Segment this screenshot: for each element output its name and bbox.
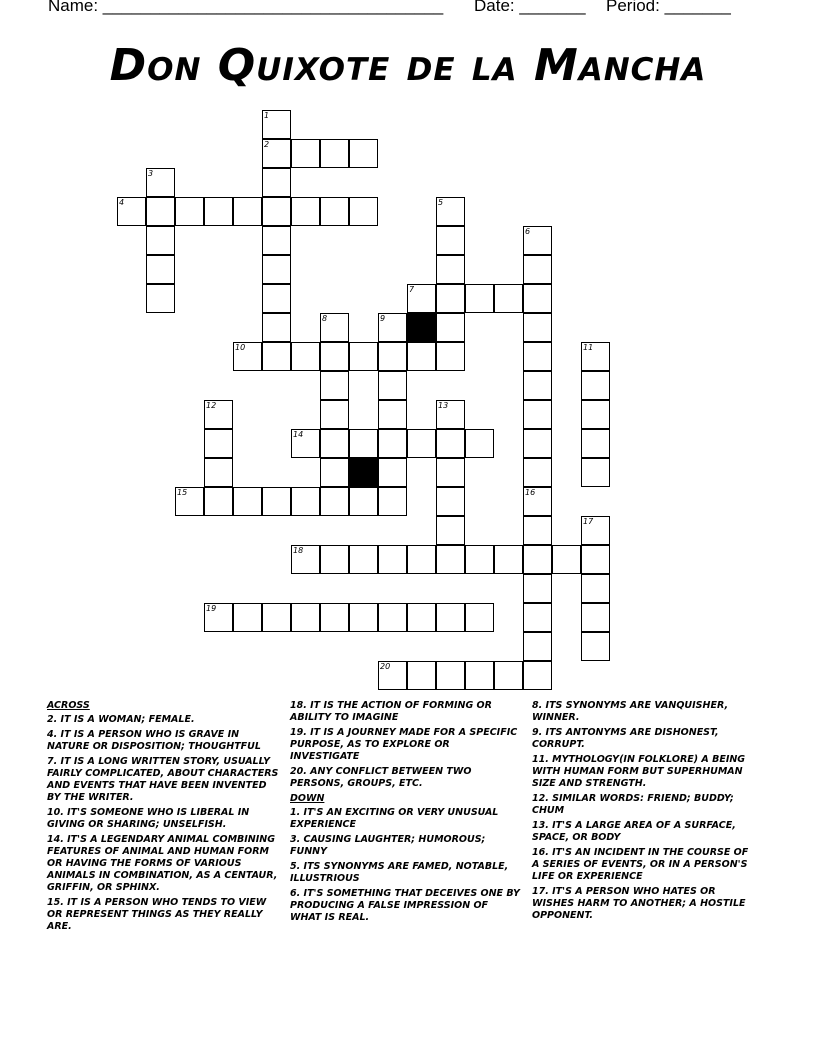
clue-item xyxy=(532,700,754,724)
clue-text: IT'S A LEGENDARY ANIMAL COMBINING FEATURES OF ANIMAL AND HUMAN FORM OR HAVING THE FORMS OF VARIOUS ANIMALS IN COMBINATION, AS A CENTAUR, GRIFFIN, OR SPHINX. xyxy=(47,834,278,893)
grid-cell[interactable] xyxy=(436,255,465,284)
clue-item xyxy=(532,727,754,751)
clue-item xyxy=(532,793,754,817)
name-field[interactable]: Name: ____________________________________ xyxy=(48,0,444,15)
grid-cell[interactable] xyxy=(581,603,610,632)
clue-text: IT IS A PERSON WHO IS GRAVE IN NATURE OR DISPOSITION; THOUGHTFUL xyxy=(47,729,261,752)
grid-cell[interactable] xyxy=(523,255,552,284)
grid-cell[interactable] xyxy=(523,458,552,487)
grid-cell[interactable] xyxy=(146,226,175,255)
grid-cell[interactable] xyxy=(465,545,494,574)
grid-cell[interactable] xyxy=(523,284,552,313)
clue-item xyxy=(47,714,283,726)
grid-number: 1 xyxy=(264,111,270,120)
clue-text: SIMILAR WORDS: FRIEND; BUDDY; CHUM xyxy=(532,793,734,816)
grid-cell[interactable] xyxy=(262,313,291,342)
grid-cell[interactable] xyxy=(349,429,378,458)
grid-cell[interactable] xyxy=(581,545,610,574)
grid-cell[interactable] xyxy=(291,342,320,371)
clue-number: 18. xyxy=(290,700,311,711)
grid-cell[interactable] xyxy=(291,197,320,226)
grid-cell[interactable] xyxy=(407,661,436,690)
grid-cell[interactable] xyxy=(436,516,465,545)
clue-number: 19. xyxy=(290,727,311,738)
clue-number: 6. xyxy=(290,888,304,899)
grid-cell[interactable] xyxy=(523,371,552,400)
grid-cell[interactable] xyxy=(581,574,610,603)
clue-number: 16. xyxy=(532,847,553,858)
clue-number: 13. xyxy=(532,820,553,831)
clue-item xyxy=(47,756,283,804)
grid-cell[interactable] xyxy=(523,400,552,429)
grid-cell[interactable] xyxy=(523,574,552,603)
clue-item xyxy=(290,807,522,831)
grid-cell[interactable] xyxy=(349,139,378,168)
grid-cell[interactable] xyxy=(175,197,204,226)
grid-cell[interactable] xyxy=(436,661,465,690)
clue-number: 17. xyxy=(532,886,553,897)
grid-number: 4 xyxy=(119,198,125,207)
grid-cell[interactable] xyxy=(349,342,378,371)
clue-item xyxy=(47,834,283,894)
clue-number: 11. xyxy=(532,754,553,765)
grid-cell[interactable] xyxy=(291,139,320,168)
grid-cell[interactable] xyxy=(378,371,407,400)
grid-cell[interactable] xyxy=(349,487,378,516)
grid-number: 3 xyxy=(148,169,154,178)
grid-cell[interactable] xyxy=(204,197,233,226)
clues-column-2 xyxy=(290,700,522,927)
grid-cell[interactable] xyxy=(436,226,465,255)
grid-cell[interactable] xyxy=(494,284,523,313)
grid-cell[interactable] xyxy=(494,661,523,690)
date-field[interactable]: Date: _______ xyxy=(474,0,586,15)
grid-number: 6 xyxy=(525,227,531,236)
grid-cell[interactable] xyxy=(436,487,465,516)
clue-text: ITS SYNONYMS ARE FAMED, NOTABLE, ILLUSTRIOUS xyxy=(290,861,509,884)
grid-number: 5 xyxy=(438,198,444,207)
grid-cell[interactable] xyxy=(523,313,552,342)
grid-cell[interactable] xyxy=(146,284,175,313)
grid-cell[interactable] xyxy=(233,487,262,516)
grid-cell[interactable] xyxy=(581,632,610,661)
clue-item xyxy=(290,700,522,724)
clue-text: IT IS A LONG WRITTEN STORY, USUALLY FAIRLY COMPLICATED, ABOUT CHARACTERS AND EVENTS THAT HAVE BEEN INVENTED BY THE WRITER. xyxy=(47,756,279,803)
grid-cell[interactable] xyxy=(436,429,465,458)
clue-item xyxy=(290,888,522,924)
clue-item xyxy=(47,729,283,753)
grid-cell[interactable] xyxy=(233,603,262,632)
across-heading: ACROSS xyxy=(47,700,90,711)
clue-number: 3. xyxy=(290,834,304,845)
clue-number: 14. xyxy=(47,834,68,845)
grid-cell[interactable] xyxy=(262,226,291,255)
grid-cell[interactable] xyxy=(407,545,436,574)
clue-text: IT'S A LARGE AREA OF A SURFACE, SPACE, OR BODY xyxy=(532,820,736,843)
period-field[interactable]: Period: _______ xyxy=(606,0,731,15)
grid-cell[interactable] xyxy=(581,458,610,487)
grid-number: 8 xyxy=(322,314,328,323)
clue-text: IT'S AN EXCITING OR VERY UNUSUAL EXPERIENCE xyxy=(290,807,499,830)
grid-cell[interactable] xyxy=(523,661,552,690)
grid-cell[interactable] xyxy=(436,313,465,342)
grid-cell[interactable] xyxy=(523,632,552,661)
clue-item xyxy=(532,847,754,883)
grid-number: 17 xyxy=(583,517,594,526)
clue-number: 20. xyxy=(290,766,311,777)
grid-cell[interactable] xyxy=(436,342,465,371)
grid-cell[interactable] xyxy=(262,487,291,516)
grid-cell[interactable] xyxy=(465,661,494,690)
clue-item xyxy=(532,886,754,922)
grid-cell[interactable] xyxy=(262,342,291,371)
grid-cell[interactable] xyxy=(349,603,378,632)
grid-cell[interactable] xyxy=(291,487,320,516)
grid-cell[interactable] xyxy=(262,197,291,226)
clue-text: IT'S SOMETHING THAT DECEIVES ONE BY PRODUCING A FALSE IMPRESSION OF WHAT IS REAL. xyxy=(290,888,520,923)
grid-number: 13 xyxy=(438,401,449,410)
grid-cell[interactable] xyxy=(204,487,233,516)
clue-text: MYTHOLOGY(IN FOLKLORE) A BEING WITH HUMAN FORM BUT SUPERHUMAN SIZE AND STRENGTH. xyxy=(532,754,746,789)
grid-number: 14 xyxy=(293,430,304,439)
grid-cell[interactable] xyxy=(436,284,465,313)
grid-cell[interactable] xyxy=(378,603,407,632)
clue-text: IT'S SOMEONE WHO IS LIBERAL IN GIVING OR SHARING; UNSELFISH. xyxy=(47,807,250,830)
clue-item xyxy=(290,727,522,763)
clue-item xyxy=(290,766,522,790)
grid-block xyxy=(407,313,436,342)
clue-item xyxy=(290,834,522,858)
clue-item xyxy=(47,807,283,831)
clue-text: IT IS THE ACTION OF FORMING OR ABILITY TO IMAGINE xyxy=(290,700,492,723)
grid-cell[interactable] xyxy=(378,400,407,429)
grid-number: 19 xyxy=(206,604,217,613)
grid-cell[interactable] xyxy=(204,429,233,458)
grid-cell[interactable] xyxy=(262,284,291,313)
clue-text: CAUSING LAUGHTER; HUMOROUS; FUNNY xyxy=(290,834,486,857)
grid-cell[interactable] xyxy=(349,197,378,226)
clue-text: IT IS A PERSON WHO TENDS TO VIEW OR REPRESENT THINGS AS THEY REALLY ARE. xyxy=(47,897,267,932)
clue-number: 4. xyxy=(47,729,61,740)
grid-cell[interactable] xyxy=(320,429,349,458)
clue-text: ITS ANTONYMS ARE DISHONEST, CORRUPT. xyxy=(532,727,719,750)
grid-cell[interactable] xyxy=(320,458,349,487)
clue-item xyxy=(47,897,283,933)
grid-cell[interactable] xyxy=(581,400,610,429)
clues-column-1 xyxy=(47,700,283,936)
grid-cell[interactable] xyxy=(523,429,552,458)
grid-cell[interactable] xyxy=(581,371,610,400)
grid-cell[interactable] xyxy=(233,197,262,226)
grid-cell[interactable] xyxy=(552,545,581,574)
clue-text: IT IS A WOMAN; FEMALE. xyxy=(60,714,195,725)
grid-cell[interactable] xyxy=(407,603,436,632)
clue-text: ITS SYNONYMS ARE VANQUISHER, WINNER. xyxy=(532,700,729,723)
grid-cell[interactable] xyxy=(146,197,175,226)
grid-cell[interactable] xyxy=(378,545,407,574)
clue-number: 8. xyxy=(532,700,546,711)
grid-number: 16 xyxy=(525,488,536,497)
grid-number: 10 xyxy=(235,343,246,352)
grid-cell[interactable] xyxy=(378,429,407,458)
grid-cell[interactable] xyxy=(262,168,291,197)
grid-cell[interactable] xyxy=(465,429,494,458)
grid-cell[interactable] xyxy=(407,429,436,458)
grid-cell[interactable] xyxy=(378,487,407,516)
grid-cell[interactable] xyxy=(320,400,349,429)
clue-text: IT IS A JOURNEY MADE FOR A SPECIFIC PURPOSE, AS TO EXPLORE OR INVESTIGATE xyxy=(290,727,518,762)
grid-number: 2 xyxy=(264,140,270,149)
clues-column-3 xyxy=(532,700,754,925)
clue-item xyxy=(290,861,522,885)
clue-number: 7. xyxy=(47,756,61,767)
grid-cell[interactable] xyxy=(436,458,465,487)
grid-cell[interactable] xyxy=(465,284,494,313)
grid-cell[interactable] xyxy=(349,545,378,574)
grid-number: 9 xyxy=(380,314,386,323)
clue-number: 1. xyxy=(290,807,304,818)
grid-cell[interactable] xyxy=(465,603,494,632)
grid-cell[interactable] xyxy=(320,371,349,400)
grid-cell[interactable] xyxy=(523,603,552,632)
clue-text: IT'S AN INCIDENT IN THE COURSE OF A SERIES OF EVENTS, OR IN A PERSON'S LIFE OR EXPERIENCE xyxy=(532,847,749,882)
grid-cell[interactable] xyxy=(523,342,552,371)
clue-number: 9. xyxy=(532,727,546,738)
clue-number: 2. xyxy=(47,714,61,725)
grid-cell[interactable] xyxy=(320,139,349,168)
clue-item xyxy=(532,754,754,790)
grid-cell[interactable] xyxy=(378,342,407,371)
grid-number: 18 xyxy=(293,546,304,555)
grid-cell[interactable] xyxy=(378,458,407,487)
grid-cell[interactable] xyxy=(262,255,291,284)
grid-number: 15 xyxy=(177,488,188,497)
grid-cell[interactable] xyxy=(204,458,233,487)
clue-number: 10. xyxy=(47,807,68,818)
clue-text: IT'S A PERSON WHO HATES OR WISHES HARM TO ANOTHER; A HOSTILE OPPONENT. xyxy=(532,886,746,921)
page-title: Don Quixote de la Mancha xyxy=(109,40,707,91)
grid-cell[interactable] xyxy=(320,603,349,632)
grid-cell[interactable] xyxy=(436,603,465,632)
grid-number: 7 xyxy=(409,285,415,294)
grid-cell[interactable] xyxy=(320,197,349,226)
grid-cell[interactable] xyxy=(320,487,349,516)
grid-cell[interactable] xyxy=(320,545,349,574)
grid-cell[interactable] xyxy=(262,603,291,632)
grid-cell[interactable] xyxy=(523,545,552,574)
clue-number: 15. xyxy=(47,897,68,908)
clue-number: 5. xyxy=(290,861,304,872)
grid-cell[interactable] xyxy=(146,255,175,284)
grid-cell[interactable] xyxy=(436,545,465,574)
grid-cell[interactable] xyxy=(320,342,349,371)
grid-cell[interactable] xyxy=(407,342,436,371)
grid-cell[interactable] xyxy=(581,429,610,458)
clue-item xyxy=(532,820,754,844)
grid-number: 12 xyxy=(206,401,217,410)
clue-number: 12. xyxy=(532,793,553,804)
down-heading: DOWN xyxy=(290,793,325,804)
grid-cell[interactable] xyxy=(523,516,552,545)
clue-text: ANY CONFLICT BETWEEN TWO PERSONS, GROUPS, ETC. xyxy=(290,766,472,789)
grid-cell[interactable] xyxy=(291,603,320,632)
grid-cell[interactable] xyxy=(494,545,523,574)
grid-block xyxy=(349,458,378,487)
grid-number: 20 xyxy=(380,662,391,671)
grid-number: 11 xyxy=(583,343,594,352)
